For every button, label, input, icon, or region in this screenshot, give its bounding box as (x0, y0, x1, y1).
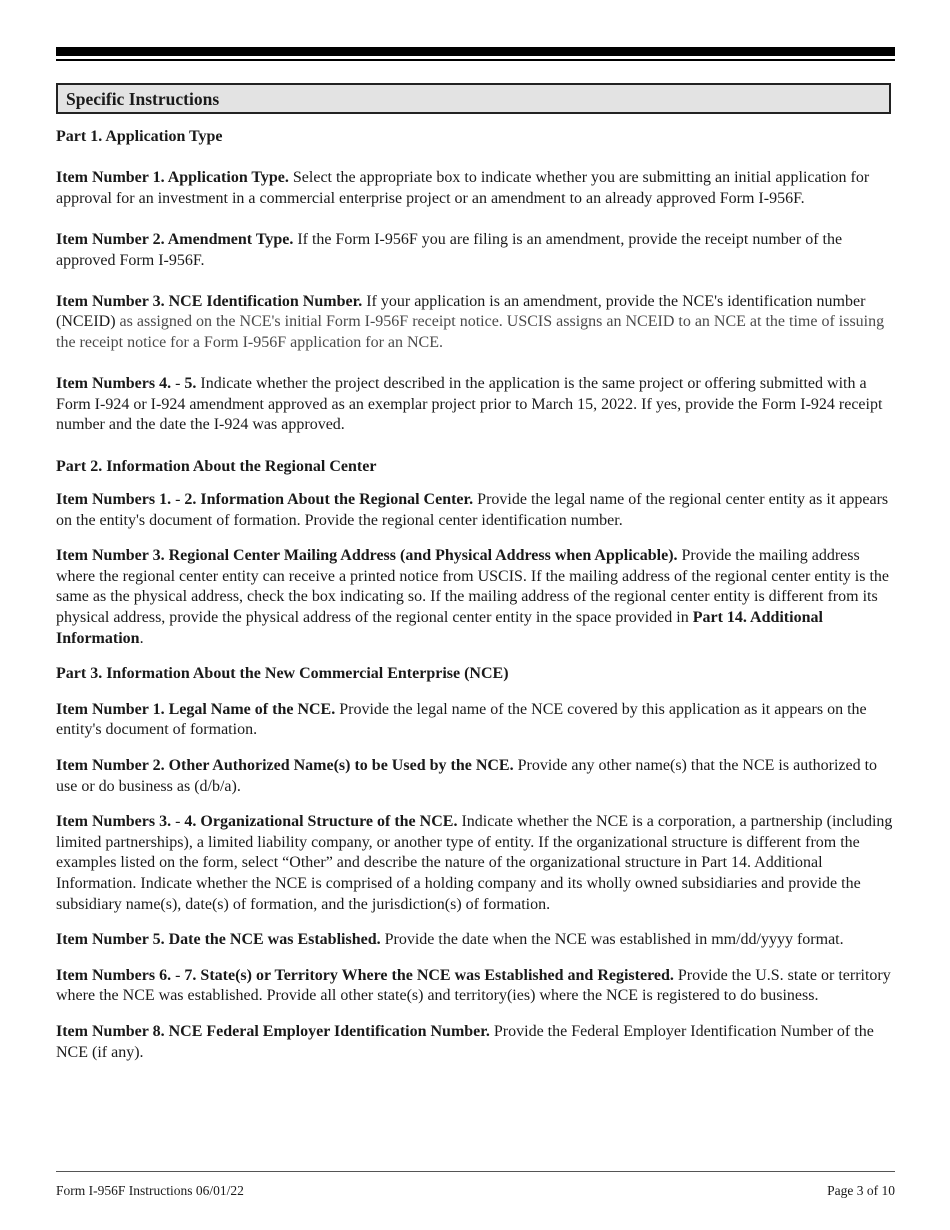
part2-item3-text: Provide the mailing address where the regional center entity can receive a printed notice from USCIS. If the mailing address of the regional center entity is the same as the physical address, check the box indicating so. If the mailing address of the regional center entity is different from its physical address, provide the physical address of the regional center entity in the space provided in (56, 547, 890, 627)
part3-item34-label-a: Item Numbers 3. (56, 813, 172, 831)
part2-item12 (56, 490, 895, 531)
part3-item5-label: Item Number 5. Date the NCE was Established. (56, 931, 381, 949)
part3-item2 (56, 756, 895, 797)
instructions-body (56, 127, 895, 1063)
header-thick-rule (56, 47, 895, 56)
part3-item1-text: Provide the legal name of the NCE covered by this application as it appears on the entity's document of formation. (56, 700, 867, 739)
part1-item3 (56, 292, 895, 354)
part3-item8-label: Item Number 8. NCE Federal Employer Identification Number. (56, 1022, 490, 1040)
part3-item34-text: Indicate whether the NCE is a corporation, a partnership (including limited partnerships), a limited liability company, or another type of entity. If the organizational structure is different from the examples listed on the form, select “Other” and describe the nature of the organizational structure in Part 14. Additional Information. Indicate whether the NCE is comprised of a holding company and its wholly owned subsidiaries and provide the subsidiary name(s), date(s) of formation, and the jurisdiction(s) of formation. (56, 813, 893, 913)
part2-item3-ref: Part 14. Additional Information (56, 609, 823, 647)
part2-item3 (56, 546, 895, 649)
part3-item34-dash: - (171, 813, 185, 831)
footer-rule (56, 1171, 895, 1172)
part2-item3-end: . (139, 629, 144, 647)
part1-item45-label-a: Item Numbers 4. (56, 375, 172, 393)
part3-item1 (56, 700, 895, 741)
part1-item1 (56, 168, 895, 209)
part3-item34 (56, 812, 895, 915)
part2-heading: Part 2. Information About the Regional Center (56, 457, 377, 475)
part3-item67-label-b: 7. State(s) or Territory Where the NCE was Established and Registered. (184, 966, 674, 984)
part1-item45-dash: - (171, 375, 185, 393)
part3-item67-dash: - (171, 966, 185, 984)
part1-item45 (56, 374, 895, 436)
part1-item2-label: Item Number 2. Amendment Type. (56, 230, 294, 248)
part1-item3-text-b: as assigned on the NCE's initial Form I-956F receipt notice. USCIS assigns an NCEID to an NCE at the time of issuing the receipt notice for a Form I-956F application for an NCE. (56, 313, 885, 351)
part3-item8 (56, 1022, 895, 1063)
part1-item3-text-a: If your application is an amendment, provide the NCE's identification number (NCEID) (56, 292, 866, 331)
part3-item8-text: Provide the Federal Employer Identification Number of the NCE (if any). (56, 1022, 874, 1061)
part2-item12-dash: - (171, 491, 185, 509)
section-header (56, 83, 891, 114)
header-thin-rule (56, 59, 895, 61)
part3-item5-text: Provide the date when the NCE was established in mm/dd/yyyy format. (380, 931, 844, 949)
part3-item34-label-b: 4. Organizational Structure of the NCE. (184, 813, 458, 831)
part3-heading: Part 3. Information About the New Commercial Enterprise (NCE) (56, 665, 509, 683)
part1-item45-text: Indicate whether the project described in the application is the same project or offering submitted with a Form I-924 or I-924 amendment approved as an exemplar project prior to March 15, 2022. If yes, provide the Form I-924 receipt number and the date the I-924 was approved. (56, 375, 883, 434)
footer-form-edition: Form I-956F Instructions 06/01/22 (56, 1183, 244, 1198)
part1-item1-text: Select the appropriate box to indicate whether you are submitting an initial application for approval for an investment in a commercial enterprise project or an amendment to an already approved Form I-956F. (56, 169, 870, 207)
part3-item67 (56, 966, 895, 1007)
part3-item2-label: Item Number 2. Other Authorized Name(s) to be Used by the NCE. (56, 757, 514, 775)
part2-item12-label-a: Item Numbers 1. (56, 491, 172, 509)
part3-item1-label: Item Number 1. Legal Name of the NCE. (56, 700, 336, 718)
part3-item2-text: Provide any other name(s) that the NCE is authorized to use or do business as (d/b/a). (56, 757, 878, 795)
part1-item1-label: Item Number 1. Application Type. (56, 169, 289, 187)
section-title: Specific Instructions (66, 89, 220, 109)
part1-item3-label: Item Number 3. NCE Identification Number. (56, 292, 363, 310)
part2-item3-label: Item Number 3. Regional Center Mailing Address (and Physical Address when Applicable). (56, 547, 678, 565)
part3-item67-label-a: Item Numbers 6. (56, 966, 172, 984)
part1-item2 (56, 230, 895, 271)
part1-heading: Part 1. Application Type (56, 128, 223, 145)
part1-item2-text: If the Form I-956F you are filing is an amendment, provide the receipt number of the approved Form I-956F. (56, 230, 843, 269)
footer-page-number: Page 3 of 10 (827, 1183, 895, 1198)
part2-item12-label-b: 2. Information About the Regional Center. (184, 491, 474, 509)
part3-item5 (56, 930, 895, 951)
part3-item67-text: Provide the U.S. state or territory where the NCE was established. Provide all other state(s) and territory(ies) where the NCE is registered to do business. (56, 966, 891, 1005)
part2-item12-text: Provide the legal name of the regional center entity as it appears on the entity's document of formation. Provide the regional center identification number. (56, 491, 889, 529)
part1-item45-label-b: 5. (184, 375, 197, 393)
